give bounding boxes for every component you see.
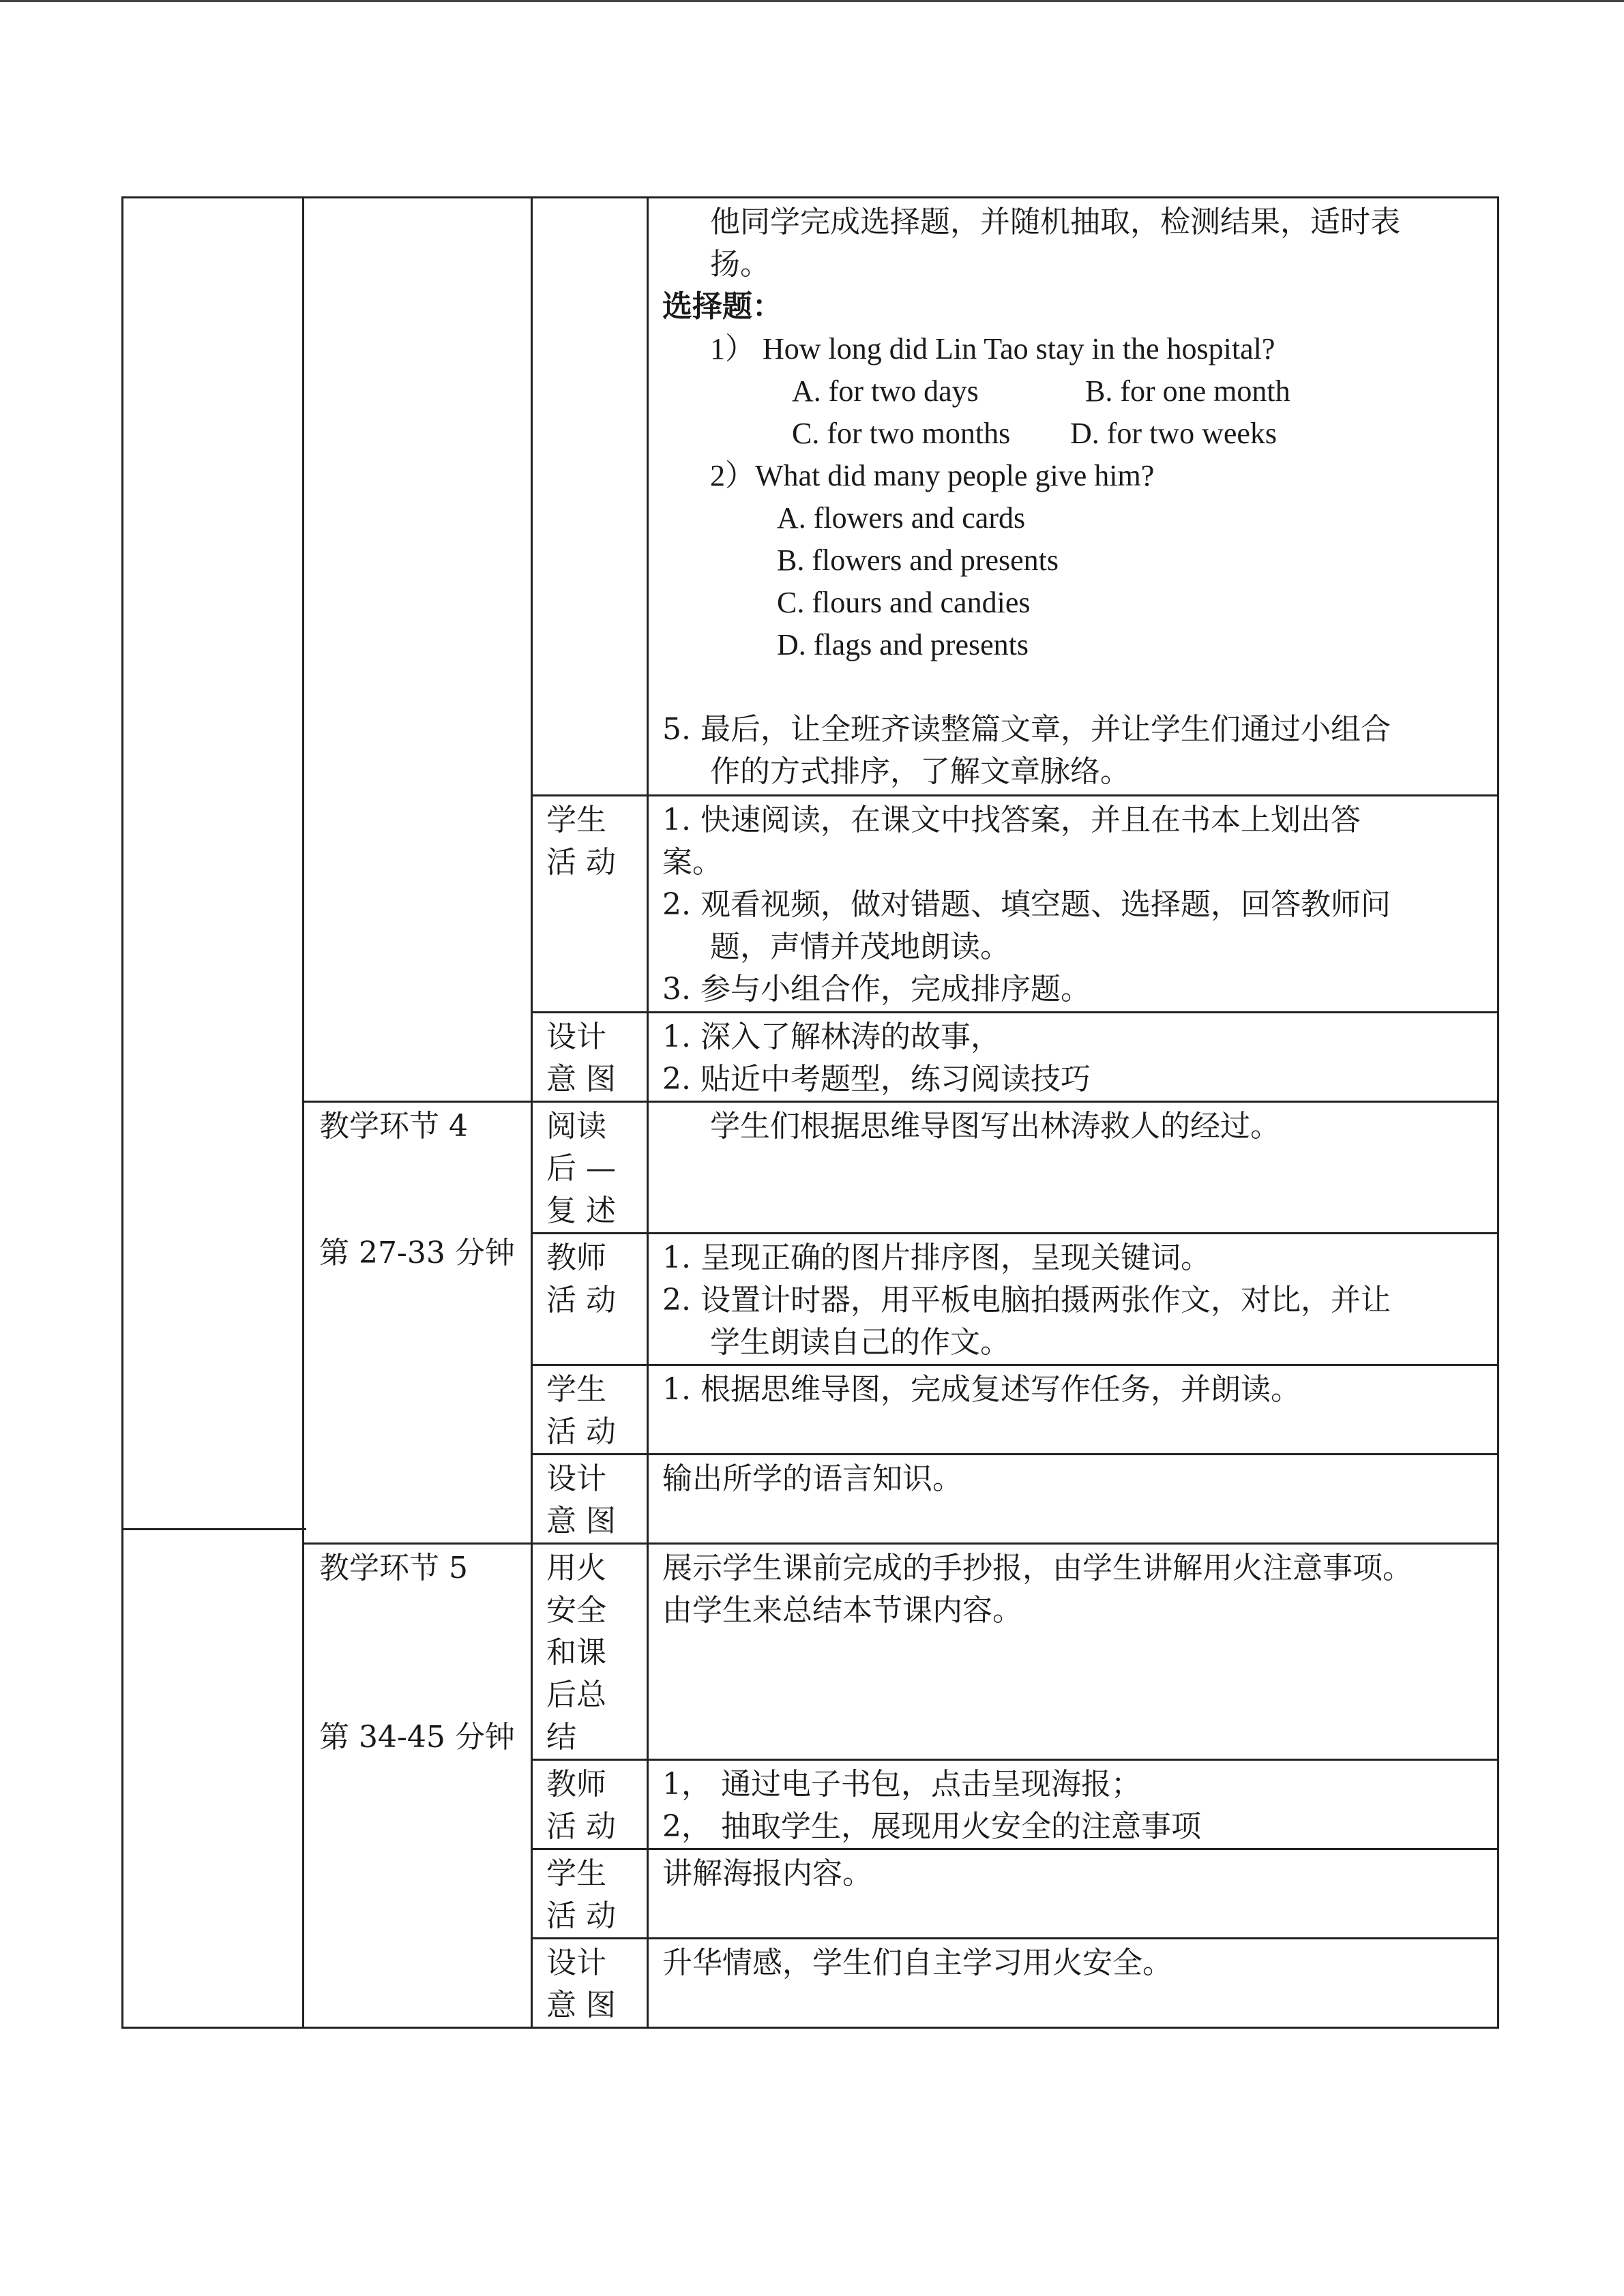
section3-title-cell [304,198,532,1102]
section5-title-cell [304,1544,532,2028]
label-line: 设计 [546,1461,606,1496]
lesson-plan-table [121,196,1499,2029]
design-text: 升华情感，学生们自主学习用火安全。 [662,1945,1172,1980]
section5-desc-content [648,1544,1498,1760]
student-item-1: 1. 快速阅读，在课文中找答案，并且在书本上划出答 [662,803,1361,837]
section4-teacher-content [648,1234,1498,1365]
label-line: 复 述 [546,1193,616,1228]
label-line: 用火 [546,1551,606,1585]
design-item-1: 1. 深入了解林涛的故事， [662,1019,1001,1054]
step5-line: 5. 最后，让全班齐读整篇文章，并让学生们通过小组合 [662,712,1391,747]
section5-label [532,1544,648,1760]
student-item-1-cont: 案。 [662,845,722,880]
teacher-activity-label [532,1234,648,1365]
spacer [319,1148,531,1232]
section4-desc: 学生们根据思维导图写出林涛救人的经过。 [710,1109,1280,1144]
section4-student-content [648,1365,1498,1455]
label-line: 学生 [546,1856,606,1891]
label-line: 活 动 [546,1414,616,1449]
teacher-item-1: 1， 通过电子书包，点击呈现海报； [662,1767,1141,1802]
label-line: 阅读 [546,1109,606,1144]
section5-desc-line: 由学生来总结本节课内容。 [662,1593,1022,1628]
section4-title-cell [304,1102,532,1544]
section5-desc-line: 展示学生课前完成的手抄报，由学生讲解用火注意事项。 [662,1551,1413,1585]
label-line: 后 — [546,1151,616,1186]
teacher-item-2-cont: 学生朗读自己的作文。 [710,1325,1010,1360]
student-activity-label [532,1365,648,1455]
label-line: 教师 [546,1240,606,1275]
q1-option-c: C. for two months [792,417,1011,450]
design-item-2: 2. 贴近中考题型，练习阅读技巧 [662,1062,1091,1097]
section5-time: 第 34-45 分钟 [319,1720,515,1755]
label-line: 活 动 [546,1809,616,1844]
col1-cell-a [123,198,304,2028]
student-item-3: 3. 参与小组合作，完成排序题。 [662,972,1091,1007]
teacher-cont-line: 扬。 [710,247,770,282]
section4-reading-row [123,1102,1498,1234]
teacher-item-2: 2， 抽取学生，展现用火安全的注意事项 [662,1809,1201,1844]
label-line: 设计 [546,1945,606,1980]
q1-option-d: D. for two weeks [1070,417,1278,450]
section3-design-content [648,1013,1498,1102]
label-line: 教师 [546,1767,606,1802]
label-line: 后总 [546,1678,606,1712]
student-activity-label [532,1849,648,1939]
mc-heading: 选择题： [662,289,782,324]
q2-option-b: B. flowers and presents [777,543,1059,577]
section4-desc-content [648,1102,1498,1234]
label-line: 活 动 [546,1283,616,1317]
student-activity-label [532,796,648,1013]
student-item-2-cont: 题，声情并茂地朗读。 [710,929,1010,964]
spacer [319,1590,531,1716]
teacher-cont-line: 他同学完成选择题，并随机抽取，检测结果，适时表 [710,205,1400,239]
q2-option-c: C. flours and candies [777,586,1031,619]
student-item-1: 讲解海报内容。 [662,1856,872,1891]
q1-option-b: B. for one month [1085,374,1290,408]
label-line: 设计 [546,1019,606,1054]
spacer [662,666,1483,709]
q2-option-a: A. flowers and cards [777,501,1026,535]
step5-line: 作的方式排序，了解文章脉络。 [710,754,1130,789]
design-text: 输出所学的语言知识。 [662,1461,962,1496]
section4-title: 教学环节 4 [319,1109,468,1144]
page-top-border [0,0,1624,2]
question-2: 2）What did many people give him? [710,459,1155,492]
section5-main-row [123,1544,1498,1760]
label-line: 意 图 [546,1988,616,2023]
design-intent-label [532,1455,648,1544]
label-line: 和课 [546,1635,606,1670]
design-intent-label [532,1939,648,2028]
q1-option-a: A. for two days [792,374,979,408]
section5-student-content [648,1849,1498,1939]
section4-time: 第 27-33 分钟 [319,1236,515,1270]
section3-label-cell [532,198,648,796]
label-line: 学生 [546,803,606,837]
label-line: 意 图 [546,1504,616,1538]
question-1: 1） How long did Lin Tao stay in the hospital? [710,332,1275,366]
label-line: 结 [546,1720,576,1755]
label-line: 学生 [546,1372,606,1407]
section3-teacher-content [648,198,1498,796]
label-line: 安全 [546,1593,606,1628]
student-item-1: 1. 根据思维导图，完成复述写作任务，并朗读。 [662,1372,1301,1407]
teacher-item-2: 2. 设置计时器，用平板电脑拍摄两张作文，对比，并让 [662,1283,1391,1317]
label-line: 活 动 [546,845,616,880]
section3-student-content [648,796,1498,1013]
col1-divider [121,1528,306,1530]
q1-options-row-1 [792,370,1483,413]
section4-design-content [648,1455,1498,1544]
student-item-2: 2. 观看视频，做对错题、填空题、选择题，回答教师问 [662,887,1391,922]
design-intent-label [532,1013,648,1102]
teacher-activity-label [532,1760,648,1849]
section5-design-content [648,1939,1498,2028]
section3-teacher-row [123,198,1498,796]
section5-teacher-content [648,1760,1498,1849]
section4-label [532,1102,648,1234]
label-line: 活 动 [546,1898,616,1933]
section5-title: 教学环节 5 [319,1551,468,1585]
teacher-item-1: 1. 呈现正确的图片排序图，呈现关键词。 [662,1240,1211,1275]
q2-option-d: D. flags and presents [777,628,1029,661]
q1-options-row-2 [792,413,1483,455]
label-line: 意 图 [546,1062,616,1097]
